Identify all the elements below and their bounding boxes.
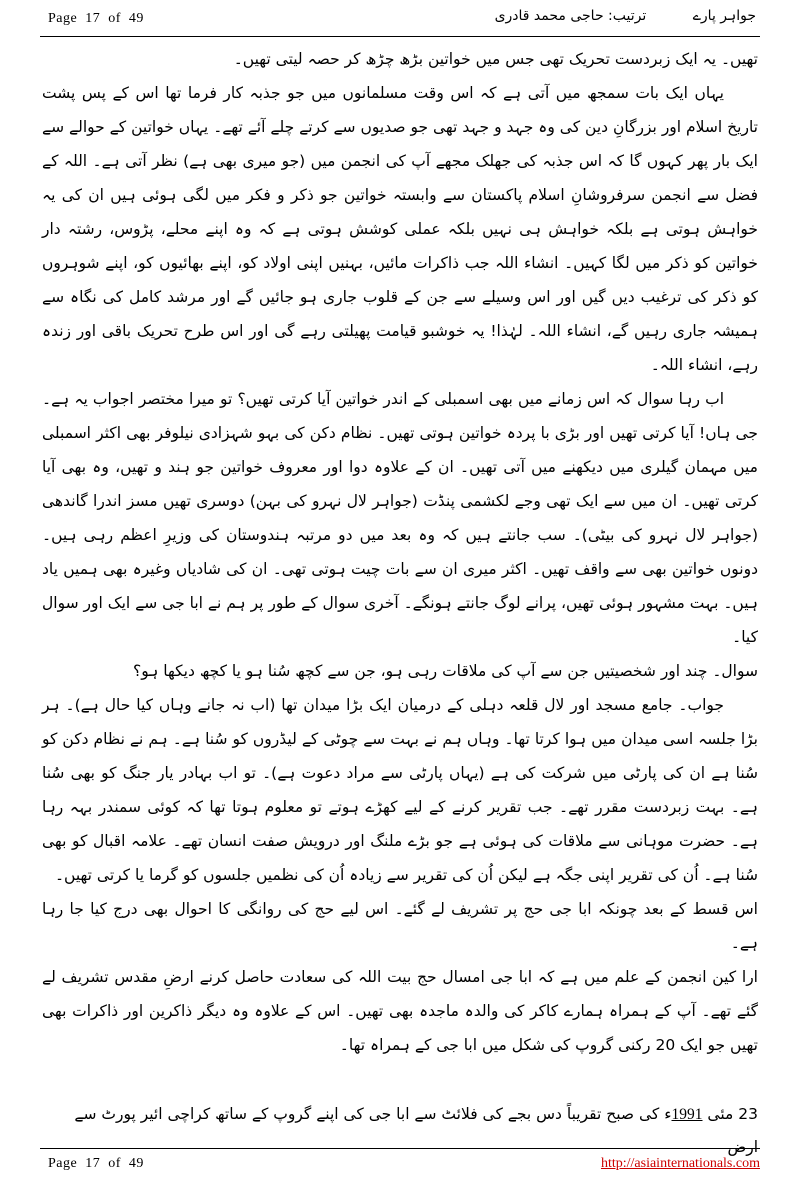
footer-website-link[interactable]: http://asiainternationals.com: [600, 1156, 760, 1171]
paragraph-0: تھیں۔ یہ ایک زبردست تحریک تھی جس میں خواتین بڑھ چڑھ کر حصہ لیتی تھیں۔: [233, 50, 758, 68]
footer-page-number: Page 17 of 49: [48, 1156, 144, 1171]
footer-divider: [40, 1148, 760, 1149]
page-header: [0, 8, 800, 38]
paragraph-2: اب رہا سوال کہ اس زمانے میں بھی اسمبلی کے اندر خواتین آیا کرتی تھیں؟ تو میرا مختصر اجواب یہ ہے۔ جی ہاں! آیا کرتی تھیں اور بڑی با پردہ خواتین ہوتی تھیں۔ نظام دکن کی بہو شہزادی نیلوفر بھی اکثر اسمبلی میں مہمان گیلری میں دیکھنے میں آتی تھیں۔ ان کے علاوہ دوا اور معروف خواتین جو ہند و تھیں، وہ بھی آیا کرتی تھیں۔ ان میں سے ایک تھی وجے لکشمی پنڈت (جواہر لال نہرو کی بہن) دوسری تھیں مسز اندرا گاندھی (جواہر لال نہرو کی بیٹی)۔ سب جانتے ہیں کہ وہ بعد میں دو مرتبہ ہندوستان کی وزیرِ اعظم رہی ہیں۔ دونوں خواتین بھی سے واقف تھیں۔ اکثر میری ان سے بات چیت ہوتی تھی۔ ان کی شادیاں وغیرہ بھی ہمیں یاد ہیں۔ بہت مشہور ہوئی تھیں، پرانے لوگ جانتے ہونگے۔ آخری سوال کے طور پر ہم نے ابا جی سے ایک اور سوال کیا۔: [42, 390, 758, 646]
final-paragraph-prefix: 23 مئی: [702, 1105, 758, 1123]
document-body: [42, 42, 758, 1062]
page-footer: [0, 1154, 800, 1180]
final-paragraph-suffix: ء کی صبح تقریباً دس بجے کی فلائٹ سے ابا جی کی اپنے گروپ کے ساتھ کراچی ائیر پورٹ سے ارض: [74, 1105, 758, 1156]
header-page-number: Page 17 of 49: [48, 11, 144, 26]
header-author: ترتیب: حاجی محمد قادری: [494, 8, 647, 24]
header-title-group: [495, 8, 756, 24]
paragraph-3: سوال۔ چند اور شخصیتیں جن سے آپ کی ملاقات رہی ہو، جن سے کچھ سُنا ہو یا کچھ دیکھا ہو؟: [133, 662, 758, 680]
final-paragraph-year: 1991: [671, 1106, 703, 1123]
paragraph-1: یہاں ایک بات سمجھ میں آتی ہے کہ اس وقت مسلمانوں میں جو جذبہ کار فرما تھا اس کے پس پشت تاریخ اسلام اور بزرگانِ دین کی وہ جہد و جہد تھی جو صدیوں سے کرتے چلے آئے تھے۔ یہاں خواتین کے حوالے سے ایک بار پھر کہوں گا کہ اس جذبہ کی جھلک مجھے آپ کی انجمن میں (جو میری بھی ہے) نظر آتی ہے۔ اللہ کے فضل سے انجمن سرفروشانِ اسلام پاکستان سے وابستہ خواتین جو ذکر و فکر میں لگی ہوئی ہیں ان کی یہ خواہش ہوتی ہے بلکہ خواہش ہی نہیں بلکہ عملی کوشش ہوتی ہے کہ وہ اپنے محلے، پڑوس، رشتہ دار خواتین کو ذکر میں لگا کہیں۔ انشاء اللہ جب ذاکرات مائیں، بہنیں اپنی اولاد کو، اپنے بھائیوں کو، اپنے شوہروں کو ذکر کی ترغیب دیں گیں اور اس وسیلے سے جن کے قلوب جاری ہو جائیں گے اور مرشد کامل کی نگاہ سے ہمیشہ جاری رہیں گے، انشاء اللہ۔ لہٰذا! یہ خوشبو قیامت پھیلتی رہے گی اور اس طرح تحریک باقی اور زندہ رہے، انشاء اللہ۔: [42, 84, 758, 374]
header-divider: [40, 36, 760, 37]
paragraph-5: اس قسط کے بعد چونکہ ابا جی حج پر تشریف لے گئے۔ اس لیے حج کی روانگی کا احوال بھی درج کیا جا رہا ہے۔: [42, 900, 758, 952]
paragraph-6: ارا کین انجمن کے علم میں ہے کہ ابا جی امسال حج بیت اللہ کی سعادت حاصل کرنے ارضِ مقدس تشریف لے گئے تھے۔ آپ کے ہمراہ ہمارے کاکر کی والدہ ماجدہ بھی تھیں۔ اس کے علاوہ وہ دیگر ذاکرین اور ذاکرات بھی تھیں جو ایک 20 رکنی گروپ کی شکل میں ابا جی کے ہمراہ تھا۔: [42, 968, 758, 1054]
paragraph-4: جواب۔ جامع مسجد اور لال قلعہ دہلی کے درمیان ایک بڑا میدان تھا (اب نہ جانے وہاں کیا حال ہے)۔ ہر بڑا جلسہ اسی میدان میں ہوا کرتا تھا۔ وہاں ہم نے بہت سے چوٹی کے لیڈروں کو سُنا ہے۔ ہم نے نظام دکن کو سُنا ہے ان کی پارٹی میں شرکت کی ہے (یہاں پارٹی سے مراد دعوت ہے)۔ تو اب بہادر یار جنگ کو بھی سُنا ہے۔ بہت زبردست مقرر تھے۔ جب تقریر کرنے کے لیے کھڑے ہوتے تو معلوم ہوتا تھا کہ کوئی سمندر بہہ رہا ہے۔ حضرت موہانی سے ملاقات کی ہوئی ہے جو بڑے ملنگ اور درویش صفت انسان تھے۔ علامہ اقبال کو بھی سُنا ہے۔ اُن کی تقریر اپنی جگہ ہے لیکن اُن کی تقریر سے زیادہ اُن کی نظمیں جلسوں کو گرما یا کرتی تھیں۔: [42, 696, 758, 884]
header-book-title: جواہر پارے: [692, 8, 756, 24]
